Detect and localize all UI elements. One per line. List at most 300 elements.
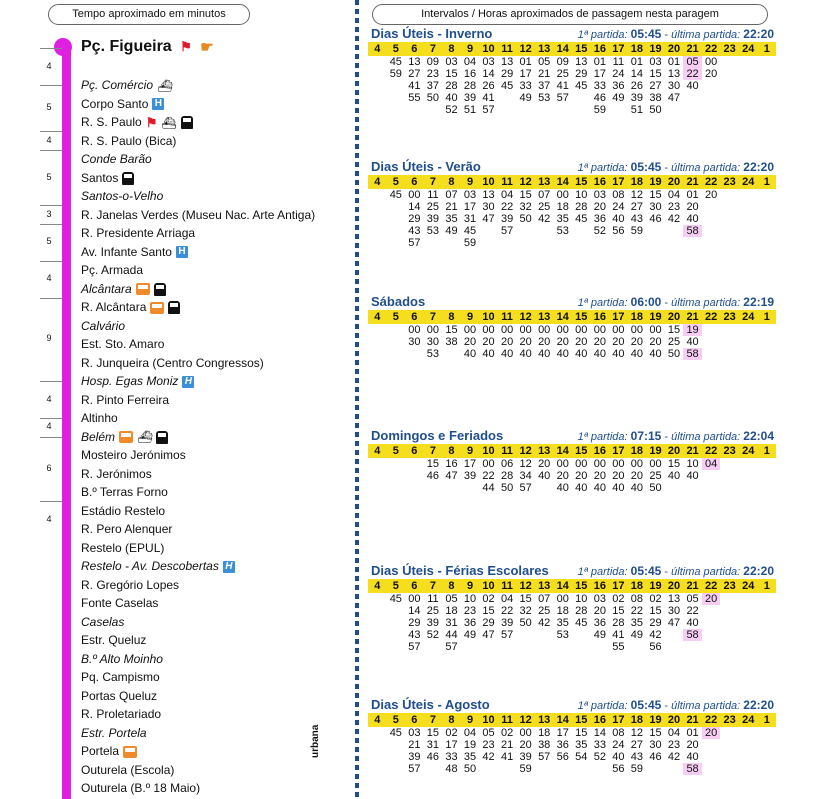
minute-cell: 18 [556,201,569,213]
minute-cell [405,470,424,482]
minute-cell [720,237,739,249]
stop-item [81,485,168,499]
timetable-header [368,26,776,41]
minute-cell [757,763,776,775]
leg-separator [40,150,62,151]
stop-item [81,726,147,740]
minute-cell: 13 [408,56,421,68]
minute-cell [368,458,387,470]
minute-cell: 40 [445,92,458,104]
minute-cell [368,56,387,68]
minute-cell: 20 [630,336,644,348]
hour-cell: 9 [466,580,474,592]
minute-cell [387,482,406,494]
minute-cell [739,104,758,116]
hour-cell: 22 [704,445,718,457]
minute-cell: 31 [426,739,440,751]
minute-cell: 00 [519,727,532,739]
minute-cell: 56 [612,763,625,775]
hour-cell: 4 [374,43,381,55]
minute-cell: 00 [538,324,551,336]
stop-item [81,411,118,425]
minute-cell [646,225,665,237]
hour-cell: 16 [593,176,606,188]
minute-cell: 25 [426,605,440,617]
timetable-header [368,697,776,712]
minute-cell: 45 [500,80,514,92]
minute-cell: 40 [593,348,606,360]
first-departure-time: 05:45 [630,698,662,712]
minute-cell: 57 [500,225,514,237]
pointing-hand-icon: ☛ [200,39,214,56]
minute-cell: 21 [500,739,514,751]
minute-cell: 15 [519,593,532,605]
minute-cell [572,641,591,653]
minute-cell: 39 [408,751,421,763]
minute-cell [739,201,758,213]
hour-cell: 9 [466,714,474,726]
minute-cell: 51 [463,104,477,116]
minute-cell: 30 [649,201,662,213]
minute-cell [757,225,776,237]
minute-cell: 13 [482,189,495,201]
minute-cell: 35 [556,617,569,629]
leg-separator [40,418,62,419]
minute-cell: 11 [427,189,439,201]
minute-cell: 41 [500,751,514,763]
minute-cell [739,751,758,763]
stop-dot [63,451,71,459]
minute-cell: 45 [575,213,588,225]
minute-cell [739,324,758,336]
first-departure-time: 06:00 [630,295,662,309]
minute-cell: 20 [704,189,718,201]
minute-cell: 12 [630,727,644,739]
hour-cell: 23 [723,580,736,592]
leg-separator [40,437,62,438]
column-divider [355,0,359,799]
hour-cell: 9 [466,311,474,323]
minute-cell [757,605,776,617]
minute-cell: 29 [408,617,421,629]
minute-cell: 19 [463,739,477,751]
minute-cell: 12 [519,458,532,470]
hour-cell: 12 [519,445,532,457]
bus-icon [150,302,164,314]
hour-cell: 17 [612,43,625,55]
hour-cell: 16 [593,580,606,592]
minute-cell: 25 [538,201,551,213]
minute-cell [720,458,739,470]
stop-name: Portela [81,744,120,758]
last-departure-label: última partida: [671,297,744,309]
bus-icon [123,746,137,758]
minute-cell: 03 [445,56,458,68]
minute-cell [720,641,739,653]
minute-cell: 20 [538,336,551,348]
stop-name: Estr. Portela [81,725,147,740]
first-departure-time: 05:45 [630,160,662,174]
stop-item [81,319,125,333]
hour-cell: 6 [411,580,418,592]
minute-cell [405,348,424,360]
minute-cell: 57 [519,482,532,494]
hour-cell: 23 [723,43,736,55]
hour-cell: 4 [374,445,381,457]
minute-cell: 39 [426,213,440,225]
stop-dot [63,599,71,607]
hours-row [368,579,776,593]
minute-cell [757,348,776,360]
minute-cell [702,324,721,336]
minute-cell [757,629,776,641]
hour-cell: 17 [612,176,625,188]
minute-cell: 57 [500,629,514,641]
minute-cell: 15 [426,727,440,739]
minute-cell [405,104,424,116]
tram-icon [168,301,180,314]
minute-cell: 14 [630,68,644,80]
minute-cell [720,92,739,104]
stop-item [81,263,143,277]
minute-cell [572,104,591,116]
minute-cell: 40 [649,348,662,360]
stop-name: Altinho [81,411,118,425]
minute-cell [720,201,739,213]
minute-cell: 00 [612,324,625,336]
minute-cell: 33 [445,751,458,763]
stop-item [81,467,152,481]
minute-cell [516,237,535,249]
stop-name: Pç. Comércio [81,78,154,92]
minute-cell: 40 [612,213,625,225]
minute-cell [535,629,554,641]
minute-cell: 20 [575,336,588,348]
minute-cell [665,225,684,237]
hour-cell: 8 [448,311,455,323]
left-header: Tempo aproximado em minutos [48,4,250,25]
minute-cell: 36 [463,617,477,629]
stop-dot [63,414,71,422]
timetable-name: Sábados [371,294,426,309]
hour-cell: 10 [482,43,495,55]
minute-cell: 47 [445,470,458,482]
hours-row [368,310,776,324]
stop-item [81,374,194,388]
hour-cell: 9 [466,445,474,457]
minute-cell [368,751,387,763]
minute-cell: 01 [686,189,699,201]
stop-dot [63,544,71,552]
leg-minutes: 4 [46,421,52,432]
minute-cell [387,225,406,237]
minute-cell: 21 [445,201,458,213]
hour-cell: 10 [482,445,495,457]
minute-cell: 20 [556,470,569,482]
hour-cell: 10 [482,580,495,592]
minute-cell: 36 [612,80,625,92]
minute-cell: 29 [408,213,421,225]
hour-cell: 14 [556,176,569,188]
minute-cell: 10 [575,593,588,605]
timetable [368,294,776,360]
minute-cell: 15 [667,324,681,336]
timetable-name: Domingos e Feriados [371,428,504,443]
minute-cell: 58 [683,348,702,360]
minute-cell: 18 [538,727,551,739]
minute-cell: 02 [482,593,495,605]
tram-icon [154,283,166,296]
minute-cell: 31 [445,617,458,629]
minute-cell: 42 [538,617,551,629]
minute-cell: 04 [500,593,514,605]
minute-cell: 17 [463,458,477,470]
stop-item [81,134,176,148]
minute-cell: 40 [667,470,681,482]
minute-cell: 00 [704,56,718,68]
minute-cell: 20 [612,336,625,348]
minute-cell: 15 [649,727,662,739]
minute-cell: 29 [575,68,588,80]
stop-item [81,596,158,610]
hour-cell: 18 [630,714,644,726]
minute-cell: 03 [649,56,662,68]
stop-dot [63,81,71,89]
minute-cell [720,482,739,494]
minute-cell: 14 [408,201,421,213]
minute-cell: 20 [500,336,514,348]
minute-cell: 15 [575,727,588,739]
hour-cell: 11 [501,714,513,726]
minute-cell [665,104,684,116]
hours-row [368,444,776,458]
stop-dot [63,581,71,589]
minute-cell: 04 [667,727,681,739]
minute-cell [368,641,387,653]
minute-cell: 09 [556,56,569,68]
minute-cell: 15 [519,189,532,201]
hour-cell: 11 [501,311,513,323]
leg-separator [40,85,62,86]
minute-cell [516,104,535,116]
stop-name: R. Janelas Verdes (Museu Nac. Arte Antiga) [81,207,316,222]
stop-item [81,781,200,795]
minute-cell [591,641,610,653]
stop-name: R. Alcântara [81,300,147,314]
minute-cell: 58 [683,763,702,775]
minute-cell [702,213,721,225]
hour-cell: 7 [429,445,436,457]
hour-cell: 6 [411,43,418,55]
hour-cell: 15 [575,580,588,592]
minute-cell: 00 [556,593,569,605]
minute-cell: 40 [686,80,699,92]
minutes-row [368,225,776,237]
minute-cell: 53 [426,348,440,360]
minute-cell [739,237,758,249]
minute-cell: 02 [500,727,514,739]
minute-cell: 17 [593,68,606,80]
minutes-row [368,629,776,641]
minute-cell: 59 [389,68,402,80]
minute-cell [368,225,387,237]
minute-cell: 47 [482,629,495,641]
stop-item [81,763,174,777]
stop-item [81,670,160,684]
hour-cell: 1 [763,176,770,188]
minute-cell: 50 [519,617,532,629]
minute-cell [368,629,387,641]
minute-cell [498,237,517,249]
stop-item [81,300,180,314]
minute-cell [387,201,406,213]
departure-info: 1ª partida: 05:45 - última partida: 22:20 [577,564,774,578]
minute-cell: 50 [667,348,681,360]
minute-cell [757,237,776,249]
minute-cell: 00 [649,324,662,336]
minute-cell: 22 [482,470,495,482]
timetable-header [368,294,776,309]
minute-cell [405,482,424,494]
minute-cell: 20 [519,739,532,751]
minute-cell: 03 [593,593,606,605]
minute-cell: 23 [463,605,477,617]
minute-cell: 13 [667,593,681,605]
minute-cell: 20 [593,470,606,482]
minute-cell: 00 [630,324,644,336]
minutes-row [368,593,776,605]
stop-dot [63,747,71,755]
minute-cell: 44 [445,629,458,641]
minute-cell: 07 [538,189,551,201]
minute-cell: 07 [445,189,458,201]
minutes-row [368,605,776,617]
stop-name: Hosp. Egas Moniz [81,374,179,388]
last-departure-time: 22:20 [743,564,774,578]
stop-dot [63,266,71,274]
minute-cell [498,104,517,116]
minute-cell [368,80,387,92]
minute-cell [720,324,739,336]
minute-cell: 41 [408,80,421,92]
minute-cell: 45 [463,225,477,237]
stop-name: Alcântara [81,281,132,296]
leg-separator [40,381,62,382]
leg-minutes: 3 [46,208,52,219]
minute-cell [628,237,647,249]
stop-item [81,189,163,203]
minute-cell: 45 [575,80,588,92]
minutes-row [368,56,776,68]
minute-cell: 25 [667,336,681,348]
hour-cell: 6 [411,714,418,726]
hour-cell: 20 [667,445,681,457]
minute-cell: 41 [482,92,495,104]
minute-cell: 15 [426,458,440,470]
last-departure-label: última partida: [671,566,744,578]
hour-cell: 21 [686,445,699,457]
minute-cell: 29 [649,617,662,629]
minute-cell [757,727,776,739]
stop-name: Santos [81,170,119,185]
stop-item [81,615,124,629]
hour-cell: 24 [742,445,755,457]
minute-cell [757,470,776,482]
minute-cell [368,189,387,201]
stop-name: Corpo Santo [81,96,149,111]
minute-cell [387,617,406,629]
stop-name: Caselas [81,614,125,629]
first-departure-label: 1ª partida: [577,431,631,443]
minute-cell [368,739,387,751]
leg-minutes: 4 [46,134,52,145]
hour-cell: 17 [612,580,625,592]
minute-cell: 00 [500,324,514,336]
hospital-icon: H [152,98,164,110]
last-departure-label: última partida: [671,162,744,174]
minute-cell: 30 [482,201,495,213]
minute-cell: 24 [612,739,625,751]
minute-cell [387,80,406,92]
stop-item [81,152,152,166]
stop-dot [63,655,71,663]
minute-cell [665,482,684,494]
minute-cell: 27 [649,80,662,92]
hour-cell: 12 [519,176,532,188]
leg-minutes: 9 [46,333,52,344]
minute-cell: 14 [593,727,606,739]
minutes-row [368,92,776,104]
stop-name: Belém [81,429,116,444]
minute-cell [757,482,776,494]
departure-info: 1ª partida: 05:45 - última partida: 22:20 [577,160,774,174]
minute-cell: 08 [612,189,625,201]
minutes-row [368,213,776,225]
hour-cell: 18 [630,43,644,55]
minute-cell [757,189,776,201]
timetable [368,159,776,249]
minute-cell: 01 [667,56,681,68]
timetable-name: Dias Úteis - Verão [371,159,481,174]
stop-item [81,633,146,647]
stop-dot [63,340,71,348]
minute-cell [387,470,406,482]
stop-dot [63,248,71,256]
minute-cell [368,605,387,617]
minute-cell [739,470,758,482]
hour-cell: 7 [429,43,436,55]
minute-cell: 27 [630,739,644,751]
minute-cell: 33 [593,739,606,751]
minute-cell: 42 [667,751,681,763]
minute-cell [720,225,739,237]
minute-cell: 40 [686,336,699,348]
minutes-row [368,727,776,739]
minute-cell [702,336,721,348]
minute-cell [368,201,387,213]
minute-cell [535,104,554,116]
minute-cell [702,348,721,360]
hour-cell: 19 [649,580,662,592]
minute-cell: 24 [612,201,625,213]
stop-item [81,337,164,351]
minute-cell: 00 [649,458,662,470]
minute-cell: 30 [408,336,421,348]
hour-cell: 5 [392,445,399,457]
stop-name: R. Gregório Lopes [81,577,180,592]
bus-icon [136,283,150,295]
hour-cell: 18 [630,311,644,323]
